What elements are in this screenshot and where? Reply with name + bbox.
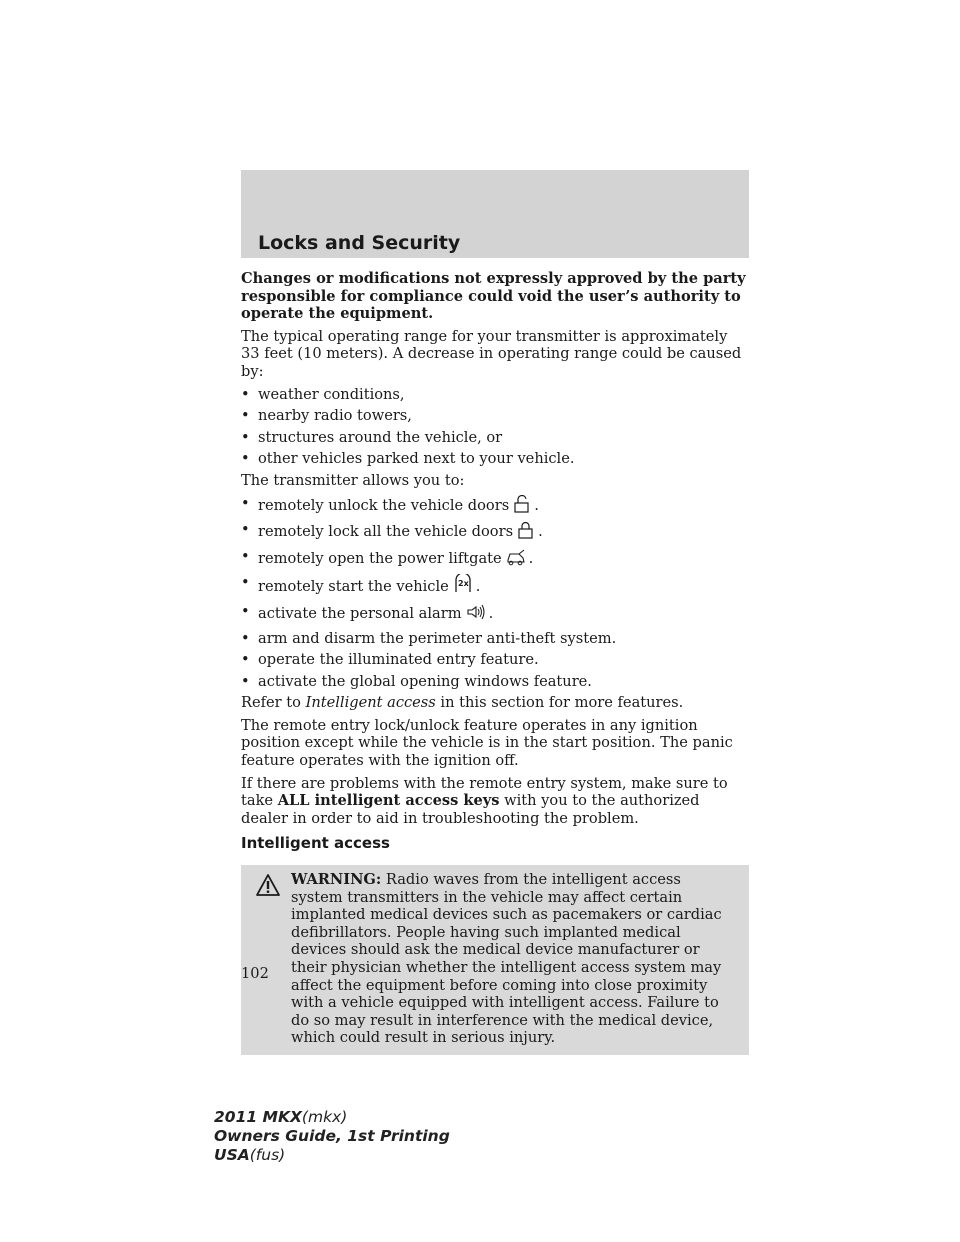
warning-label: WARNING: — [291, 871, 382, 889]
page-number: 102 — [241, 965, 269, 982]
transmitter-functions-list — [241, 495, 749, 691]
intelligent-access-heading: Intelligent access — [241, 834, 390, 853]
warning-box — [241, 865, 749, 1055]
list-item: • nearby radio towers, — [241, 407, 412, 425]
liftgate-icon — [505, 548, 527, 571]
list-item: • arm and disarm the perimeter anti-theft system. — [241, 629, 617, 647]
list-item: • remotely start the vehicle 2x . — [241, 574, 749, 599]
list-item: • activate the global opening windows feature. — [241, 672, 592, 690]
problems-paragraph: If there are problems with the remote entry system, make sure to take ALL intelligent access keys with you to the authorized dealer in order to aid in troubleshooting the problem. — [241, 774, 728, 827]
range-paragraph: The typical operating range for your transmitter is approximately 33 feet (10 meters). A decrease in operating range could be caused by: — [241, 327, 742, 380]
list-item: • remotely open the power liftgate . — [241, 548, 749, 571]
section-header-band — [241, 170, 749, 258]
lock-icon — [516, 521, 536, 544]
list-item: • other vehicles parked next to your vehicle. — [241, 450, 575, 468]
intelligent-access-reference: Intelligent access — [305, 694, 436, 712]
warning-text: Radio waves from the intelligent access system transmitters in the vehicle may affect certain implanted medical devices such as pacemakers or cardiac defibrillators. People having such implanted medical devices should ask the medical device manufacturer or their physician whether the intelligent access system may affect the equipment before coming into close proximity with a vehicle equipped with intelligent access. Failure to do so may result in interference with the medical device, which could result in serious injury. — [291, 871, 722, 1047]
allows-intro: The transmitter allows you to: — [241, 471, 465, 489]
page-content — [241, 270, 749, 1055]
warning-triangle-icon — [255, 873, 281, 902]
print-footer: 2011 MKX(mkx) Owners Guide, 1st Printing USA(fus) — [214, 1108, 450, 1164]
unlock-icon — [512, 495, 532, 518]
range-causes-list — [241, 386, 749, 468]
remote-start-2x-icon — [452, 574, 474, 599]
list-item: • operate the illuminated entry feature. — [241, 651, 539, 669]
refer-paragraph: Refer to Intelligent access in this section for more features. — [241, 694, 684, 712]
list-item: • activate the personal alarm . — [241, 603, 749, 626]
svg-text:2x: 2x — [457, 579, 469, 589]
section-title: Locks and Security — [258, 232, 461, 254]
alarm-horn-icon — [465, 603, 487, 626]
list-item: • remotely lock all the vehicle doors . — [241, 521, 749, 544]
fcc-warning-paragraph: Changes or modifications not expressly approved by the party responsible for compliance could void the user’s authority to operate the equipment. — [241, 270, 746, 323]
list-item: • structures around the vehicle, or — [241, 428, 503, 446]
list-item: • weather conditions, — [241, 385, 405, 403]
remote-entry-paragraph: The remote entry lock/unlock feature operates in any ignition position except while the vehicle is in the start position. The panic feature operates with the ignition off. — [241, 716, 733, 770]
list-item: • remotely unlock the vehicle doors . — [241, 495, 749, 518]
